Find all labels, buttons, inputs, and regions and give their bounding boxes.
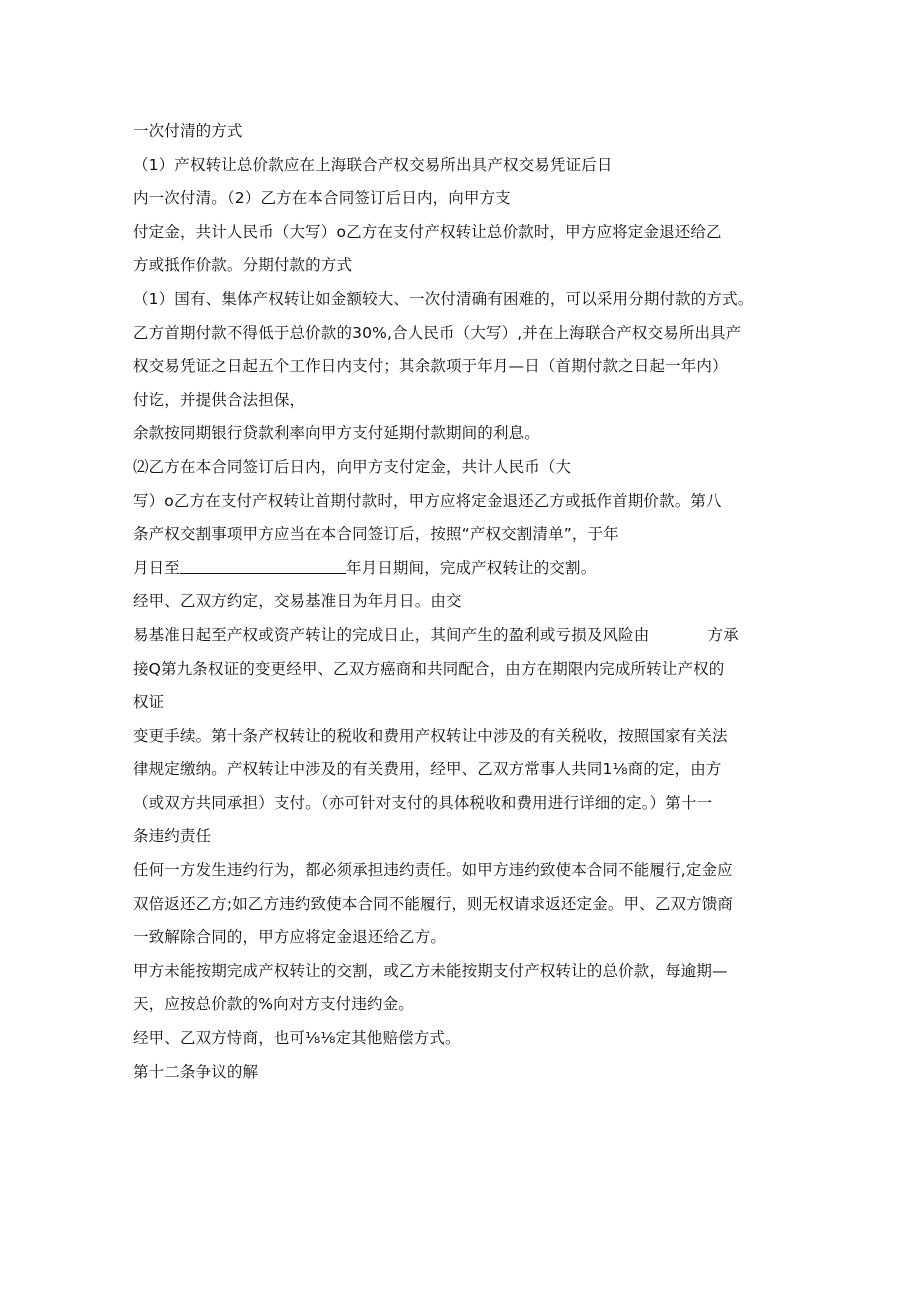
text-line: 权证 <box>133 693 165 712</box>
text-line: 经甲、乙双方约定，交易基准日为年月日。由交 <box>133 592 462 611</box>
text-line: 任何一方发生违约行为，都必须承担违约责任。如甲方违约致使本合同不能履行,定金应 <box>133 861 733 880</box>
text-line: 条产权交割事项甲方应当在本合同签订后，按照“产权交割清单”，于年 <box>133 525 619 544</box>
text-line: 双倍返还乙方;如乙方违约致使本合同不能履行，则无权请求返还定金。甲、乙双方馈商 <box>133 894 734 913</box>
text-line: 接Q第九条权证的变更经甲、乙双方癌商和共同配合，由方在期限内完成所转让产权的 <box>133 659 725 678</box>
text-segment: 方承 <box>707 625 739 644</box>
text-line: 付定金，共计人民币（大写）o乙方在支付产权转让总价款时，甲方应将定金退还给乙 <box>133 222 722 241</box>
text-line: 天，应按总价款的%向对方支付违约金。 <box>133 995 414 1014</box>
text-line: （1）国有、集体产权转让如金额较大、一次付清确有困难的，可以采用分期付款的方式。 <box>133 289 754 308</box>
text-segment: 月日至 <box>133 558 180 577</box>
text-line: 经甲、乙双方恃商，也可⅛⅛定其他赔偿方式。 <box>133 1029 461 1048</box>
text-line: 条违约责任 <box>133 827 212 846</box>
text-line: 权交易凭证之日起五个工作日内支付；其余款项于年月—日（首期付款之日起一年内） <box>133 357 728 376</box>
text-line: 乙方首期付款不得低于总价款的30%,合人民币（大写）,并在上海联合产权交易所出具产 <box>133 323 742 342</box>
text-segment: 易基准日起至产权或资产转让的完成日止，其间产生的盈利或亏损及风险由 <box>133 625 650 644</box>
text-line: 余款按同期银行贷款利率向甲方支付延期付款期间的利息。 <box>133 424 540 443</box>
text-line: ⑵乙方在本合同签订后日内，向甲方支付定金，共计人民币（大 <box>133 457 572 476</box>
text-line-with-gap <box>133 619 793 653</box>
text-line: 变更手续。第十条产权转让的税收和费用产权转让中涉及的有关税收，按照国家有关法 <box>133 726 728 745</box>
text-line: 付讫，并提供合法担保， <box>133 390 306 409</box>
text-line: 写）o乙方在支付产权转让首期付款时，甲方应将定金退还乙方或抵作首期价款。第八 <box>133 491 722 510</box>
text-line: 第十二条争议的解 <box>133 1062 259 1081</box>
text-line: 律规定缴纳。产权转让中涉及的有关费用，经甲、乙双方常事人共同1⅛商的定，由方 <box>133 760 722 779</box>
text-line: 内一次付清。（2）乙方在本合同签订后日内，向甲方支 <box>133 189 511 208</box>
text-line-with-blank <box>133 552 793 586</box>
text-segment: 年月日期间，完成产权转让的交割。 <box>345 558 597 577</box>
text-line: 甲方未能按期完成产权转让的交割，或乙方未能按期支付产权转让的总价款，每逾期— <box>133 961 728 980</box>
text-line: 一致解除合同的，甲方应将定金退还给乙方。 <box>133 928 447 947</box>
fill-in-blank <box>180 572 346 574</box>
text-line: （或双方共同承担）支付。（亦可针对支付的具体税收和费用进行详细的定。）第十一 <box>133 793 713 812</box>
text-line: 方或抵作价款。分期付款的方式 <box>133 256 353 275</box>
text-line: 一次付清的方式 <box>133 122 243 140</box>
document-body <box>133 115 793 1089</box>
text-line: （1）产权转让总价款应在上海联合产权交易所出具产权交易凭证后日 <box>133 155 613 174</box>
